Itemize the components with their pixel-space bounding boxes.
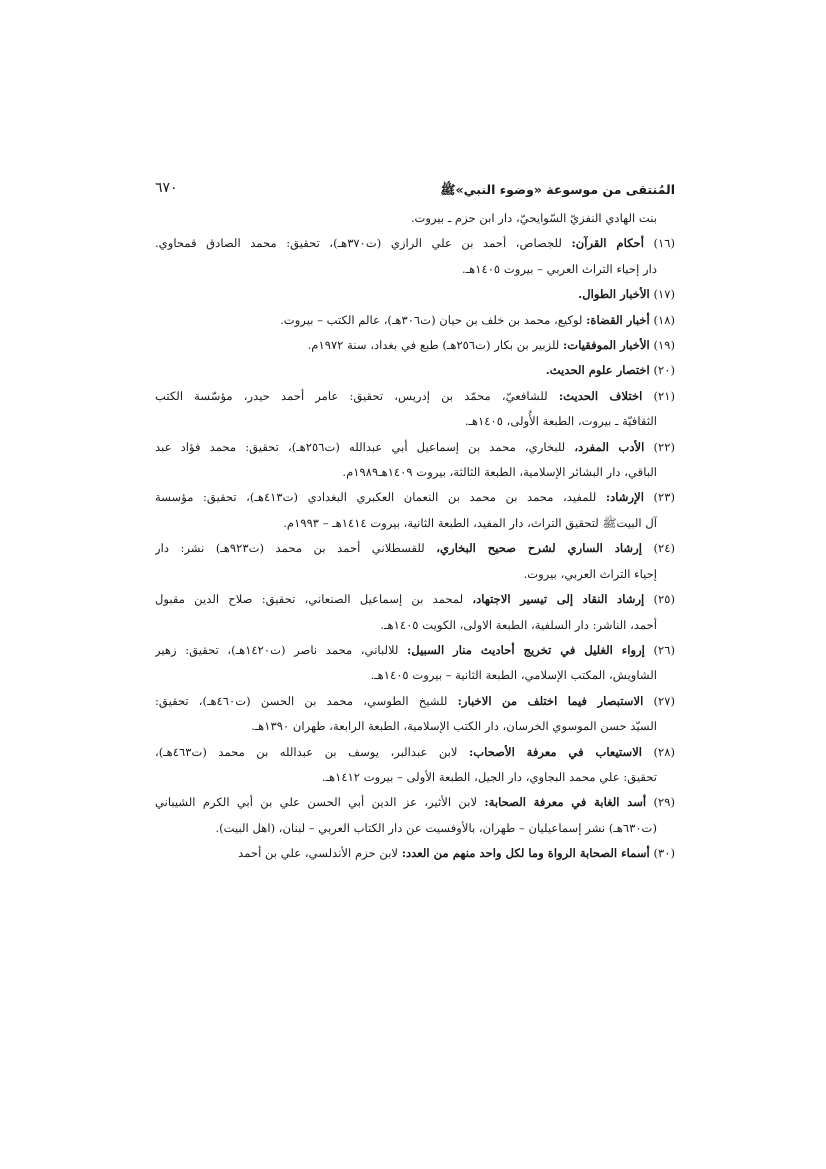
entry-text: للجصاص، أحمد بن علي الرازي (ت٣٧٠هـ)، تحقيق: محمد الصادق قمحاوي. <box>155 236 562 251</box>
running-header <box>155 180 675 206</box>
entry-text: للشافعيّ، محمّد بن إدريس، تحقيق: عامر أحمد حيدر، مؤسّسة الكتب <box>155 388 548 403</box>
entry-title: أسد الغابة في معرفة الصحابة: <box>484 795 647 810</box>
entry-text: لابن الأثير، عز الدين أبي الحسن علي بن أبي الكرم الشيباني <box>155 795 478 810</box>
entry-number: (٢١) <box>653 388 675 403</box>
bibliography-entry <box>155 536 675 561</box>
entry-text: لمحمد بن إسماعيل الصنعاني، تحقيق: صلاح الدين مقبول <box>155 592 464 607</box>
bibliography-entry <box>155 740 675 765</box>
entry-number: (٢٠) <box>653 363 675 378</box>
entry-text: للمفيد، محمد بن محمد بن النعمان العكبري البغدادي (ت٤١٣هـ)، تحقيق: مؤسسة <box>155 490 597 505</box>
bibliography-entry <box>155 587 675 612</box>
bibliography-entry <box>155 333 675 358</box>
entry-text: للشيخ الطوسي، محمد بن الحسن (ت٤٦٠هـ)، تحقيق: <box>155 693 448 708</box>
entry-continuation: آل البيتﷺ لتحقيق التراث، دار المفيد، الطبعة الثانية، بيروت ١٤١٤هـ – ١٩٩٣م. <box>283 515 657 530</box>
book-page <box>155 180 675 1130</box>
bibliography-entry <box>155 282 675 307</box>
bibliography-entry <box>155 358 675 383</box>
entry-number: (١٦) <box>653 236 675 251</box>
entry-number: (٢٩) <box>653 795 675 810</box>
bibliography-entry <box>155 689 675 714</box>
bibliography-entry <box>155 638 675 663</box>
entry-continuation: أحمد، الناشر: دار السلفية، الطبعة الاولى، الكويت ١٤٠٥هـ. <box>380 617 657 632</box>
entry-title: أحكام القرآن: <box>571 236 644 251</box>
entry-title: الاستبصار فيما اختلف من الاخبار: <box>457 693 644 708</box>
entry-continuation: تحقيق: علي محمد البجاوي، دار الجيل، الطبعة الأولى – بيروت ١٤١٢هـ. <box>321 769 657 784</box>
continued-line: بنت الهادي النفزيّ السّوايحيّ، دار ابن حزم ـ بيروت. <box>410 211 657 225</box>
entry-text: للقسطلاني أحمد بن محمد (ت٩٢٣هـ) نشر: دار <box>155 541 425 556</box>
entry-title: اختصار علوم الحديث. <box>545 363 650 378</box>
entry-number: (٢٦) <box>653 642 675 657</box>
entry-continuation: دار إحياء التراث العربي – بيروت ١٤٠٥هـ. <box>462 261 657 276</box>
entry-text: للبخاري، محمد بن إسماعيل أبي عبدالله (ت٢٥٦هـ)، تحقيق: محمد فؤاد عبد <box>155 439 566 454</box>
bibliography-list <box>155 206 675 867</box>
entry-number: (٢٥) <box>653 592 675 607</box>
entry-number: (١٧) <box>653 287 675 302</box>
bibliography-entry <box>155 231 675 256</box>
entry-text: لابن عبدالبر، يوسف بن عبدالله بن محمد (ت٤٦٣هـ)، <box>155 744 458 759</box>
entry-number: (٣٠) <box>653 846 675 861</box>
entry-number: (١٩) <box>653 338 675 353</box>
entry-number: (١٨) <box>653 312 675 327</box>
bibliography-entry <box>155 485 675 510</box>
entry-text: للزبير بن بكار (ت٢٥٦هـ) طبع في بغداد، سنة ١٩٧٢م. <box>307 338 560 353</box>
entry-text: لوكيع، محمد بن خلف بن حيان (ت٣٠٦هـ)، عالم الكتب – بيروت. <box>280 312 583 327</box>
entry-continuation: الباقي، دار البشائر الإسلامية، الطبعة الثالثة، بيروت ١٤٠٩هـ١٩٨٩م. <box>342 465 657 480</box>
entry-title: اختلاف الحديث: <box>558 388 643 403</box>
running-title: المُنتقى من موسوعة «وضوء النبي»ﷺ <box>440 182 675 197</box>
entry-title: أسماء الصحابة الرواة وما لكل واحد منهم من العدد: <box>401 846 650 861</box>
entry-number: (٢٢) <box>653 439 675 454</box>
page-number: ٦٧٠ <box>155 180 178 196</box>
entry-text: للالباني، محمد ناصر (ت١٤٢٠هـ)، تحقيق: زهير <box>155 642 399 657</box>
entry-number: (٢٤) <box>653 541 675 556</box>
entry-text: لابن حزم الأندلسي، علي بن أحمد <box>238 846 399 861</box>
entry-title: إرشاد الساري لشرح صحيح البخاري، <box>436 541 642 556</box>
entry-title: الأخبار الموفقيات: <box>563 338 650 353</box>
entry-number: (٢٨) <box>653 744 675 759</box>
entry-continuation: السيّد حسن الموسوي الخرسان، دار الكتب الإسلامية، الطبعة الرابعة، طهران ١٣٩٠هـ. <box>251 719 657 734</box>
bibliography-entry <box>155 308 675 333</box>
entry-title: أخبار القضاة: <box>586 312 650 327</box>
entry-title: الأخبار الطوال. <box>578 287 650 302</box>
entry-continuation: (ت٦٣٠هـ) نشر إسماعيليان – طهران، بالأوفسيت عن دار الكتاب العربي – لبنان، (اهل البيت). <box>215 820 657 835</box>
entry-continuation: الثقافيّة ـ بيروت، الطبعة الأُولى، ١٤٠٥هـ. <box>464 414 657 429</box>
entry-title: الاستيعاب في معرفة الأصحاب: <box>468 744 643 759</box>
bibliography-entry <box>155 841 675 866</box>
entry-number: (٢٧) <box>653 693 675 708</box>
bibliography-entry <box>155 384 675 409</box>
entry-title: الأدب المفرد، <box>574 439 645 454</box>
bibliography-entry <box>155 790 675 815</box>
entry-title: الإرشاد: <box>605 490 644 505</box>
bibliography-entry <box>155 435 675 460</box>
entry-title: إرواء الغليل في تخريج أحاديث منار السبيل: <box>407 642 645 657</box>
entry-continuation: الشاويش، المكتب الإسلامي، الطبعة الثانية – بيروت ١٤٠٥هـ. <box>370 668 657 683</box>
entry-number: (٢٣) <box>653 490 675 505</box>
entry-continuation: إحياء التراث العربي، بيروت. <box>523 566 657 581</box>
entry-title: إرشاد النقاد إلى تيسير الاجتهاد، <box>472 592 645 607</box>
